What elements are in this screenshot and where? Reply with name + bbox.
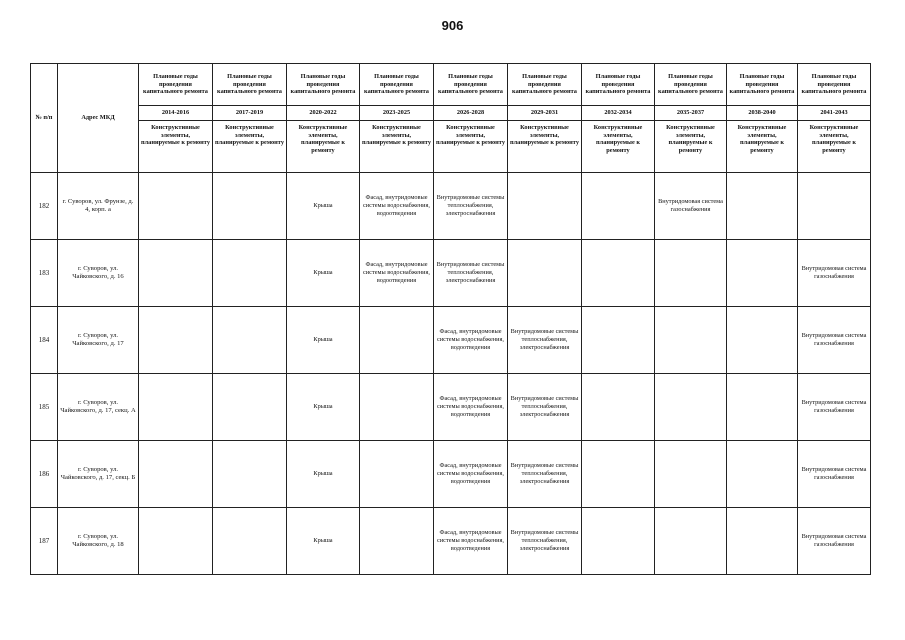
repair-cell: [727, 307, 798, 374]
repair-cell: [508, 173, 582, 240]
repair-cell: Крыша: [287, 307, 360, 374]
row-number: 185: [31, 374, 58, 441]
repair-cell: Внутридомовые системы теплоснабжения, электроснабжения: [508, 441, 582, 508]
repair-cell: [360, 508, 434, 575]
repair-cell: Внутридомовые системы теплоснабжения, электроснабжения: [508, 307, 582, 374]
row-address: г. Суворов, ул. Фрунзе, д. 4, корп. а: [58, 173, 139, 240]
year-header: 2017-2019: [213, 106, 287, 121]
repair-cell: Внутридомовая система газоснабжения: [798, 508, 871, 575]
period-header: Плановые годы проведения капитального ремонта: [655, 64, 727, 106]
year-header: 2023-2025: [360, 106, 434, 121]
repair-cell: [655, 240, 727, 307]
repair-cell: [582, 173, 655, 240]
elements-header: Конструктивные элементы, планируемые к ремонту: [434, 121, 508, 173]
period-header: Плановые годы проведения капитального ремонта: [798, 64, 871, 106]
row-number: 187: [31, 508, 58, 575]
repair-cell: [582, 307, 655, 374]
elements-header: Конструктивные элементы, планируемые к ремонту: [360, 121, 434, 173]
repair-cell: [213, 441, 287, 508]
repair-cell: Внутридомовая система газоснабжения: [798, 240, 871, 307]
repair-cell: [213, 240, 287, 307]
repair-cell: Фасад, внутридомовые системы водоснабжения, водоотведения: [434, 374, 508, 441]
table-row: [31, 374, 871, 441]
repair-cell: [213, 307, 287, 374]
repair-cell: [727, 374, 798, 441]
year-header: 2032-2034: [582, 106, 655, 121]
table-row: [31, 307, 871, 374]
row-address: г. Суворов, ул. Чайковского, д. 16: [58, 240, 139, 307]
row-address: г. Суворов, ул. Чайковского, д. 18: [58, 508, 139, 575]
repair-cell: [213, 374, 287, 441]
table-row: [31, 508, 871, 575]
repair-cell: [798, 173, 871, 240]
repair-cell: [727, 240, 798, 307]
repair-cell: Фасад, внутридомовые системы водоснабжения, водоотведения: [434, 508, 508, 575]
repair-cell: Крыша: [287, 173, 360, 240]
elements-header: Конструктивные элементы, планируемые к ремонту: [727, 121, 798, 173]
repair-cell: [213, 508, 287, 575]
repair-cell: [139, 441, 213, 508]
period-header: Плановые годы проведения капитального ремонта: [360, 64, 434, 106]
repair-cell: Внутридомовая система газоснабжения: [655, 173, 727, 240]
year-header: 2026-2028: [434, 106, 508, 121]
repair-cell: Крыша: [287, 508, 360, 575]
header-row-years: [31, 106, 871, 121]
repair-cell: [727, 173, 798, 240]
repair-cell: Фасад, внутридомовые системы водоснабжения, водоотведения: [360, 240, 434, 307]
num-header: № п/п: [31, 64, 58, 173]
row-number: 186: [31, 441, 58, 508]
repair-cell: [139, 173, 213, 240]
elements-header: Конструктивные элементы, планируемые к ремонту: [798, 121, 871, 173]
period-header: Плановые годы проведения капитального ремонта: [434, 64, 508, 106]
repair-cell: [727, 441, 798, 508]
row-address: г. Суворов, ул. Чайковского, д. 17, секц. Б: [58, 441, 139, 508]
year-header: 2035-2037: [655, 106, 727, 121]
capital-repair-table: [30, 63, 871, 575]
repair-cell: Крыша: [287, 374, 360, 441]
repair-cell: [655, 508, 727, 575]
address-header: Адрес МКД: [58, 64, 139, 173]
repair-cell: [582, 508, 655, 575]
row-number: 182: [31, 173, 58, 240]
page-number: 906: [441, 18, 464, 33]
repair-cell: [508, 240, 582, 307]
repair-cell: Внутридомовые системы теплоснабжения, электроснабжения: [434, 173, 508, 240]
repair-cell: [655, 307, 727, 374]
table-row: [31, 173, 871, 240]
repair-cell: Внутридомовая система газоснабжения: [798, 307, 871, 374]
repair-cell: Внутридомовая система газоснабжения: [798, 374, 871, 441]
repair-cell: Внутридомовые системы теплоснабжения, электроснабжения: [508, 374, 582, 441]
period-header: Плановые годы проведения капитального ремонта: [139, 64, 213, 106]
period-header: Плановые годы проведения капитального ремонта: [582, 64, 655, 106]
repair-cell: [582, 240, 655, 307]
row-number: 183: [31, 240, 58, 307]
repair-cell: [139, 307, 213, 374]
repair-cell: [360, 441, 434, 508]
period-header: Плановые годы проведения капитального ремонта: [287, 64, 360, 106]
elements-header: Конструктивные элементы, планируемые к ремонту: [139, 121, 213, 173]
repair-cell: [655, 441, 727, 508]
repair-cell: [139, 374, 213, 441]
repair-cell: [139, 240, 213, 307]
year-header: 2020-2022: [287, 106, 360, 121]
repair-cell: Фасад, внутридомовые системы водоснабжения, водоотведения: [360, 173, 434, 240]
row-address: г. Суворов, ул. Чайковского, д. 17: [58, 307, 139, 374]
header-row-elements: [31, 121, 871, 173]
period-header: Плановые годы проведения капитального ремонта: [508, 64, 582, 106]
row-number: 184: [31, 307, 58, 374]
header-row-periods: [31, 64, 871, 106]
elements-header: Конструктивные элементы, планируемые к ремонту: [582, 121, 655, 173]
period-header: Плановые годы проведения капитального ремонта: [213, 64, 287, 106]
repair-cell: Крыша: [287, 441, 360, 508]
table-row: [31, 240, 871, 307]
repair-cell: [360, 374, 434, 441]
repair-cell: Фасад, внутридомовые системы водоснабжения, водоотведения: [434, 307, 508, 374]
repair-cell: Внутридомовая система газоснабжения: [798, 441, 871, 508]
row-address: г. Суворов, ул. Чайковского, д. 17, секц. А: [58, 374, 139, 441]
elements-header: Конструктивные элементы, планируемые к ремонту: [287, 121, 360, 173]
repair-cell: [727, 508, 798, 575]
year-header: 2014-2016: [139, 106, 213, 121]
repair-cell: Фасад, внутридомовые системы водоснабжения, водоотведения: [434, 441, 508, 508]
repair-cell: Крыша: [287, 240, 360, 307]
elements-header: Конструктивные элементы, планируемые к ремонту: [213, 121, 287, 173]
repair-cell: [655, 374, 727, 441]
period-header: Плановые годы проведения капитального ремонта: [727, 64, 798, 106]
year-header: 2029-2031: [508, 106, 582, 121]
repair-cell: [582, 374, 655, 441]
year-header: 2041-2043: [798, 106, 871, 121]
repair-cell: [582, 441, 655, 508]
table-row: [31, 441, 871, 508]
elements-header: Конструктивные элементы, планируемые к ремонту: [655, 121, 727, 173]
elements-header: Конструктивные элементы, планируемые к ремонту: [508, 121, 582, 173]
year-header: 2038-2040: [727, 106, 798, 121]
repair-cell: [213, 173, 287, 240]
repair-cell: Внутридомовые системы теплоснабжения, электроснабжения: [508, 508, 582, 575]
repair-cell: [139, 508, 213, 575]
repair-cell: [360, 307, 434, 374]
repair-cell: Внутридомовые системы теплоснабжения, электроснабжения: [434, 240, 508, 307]
